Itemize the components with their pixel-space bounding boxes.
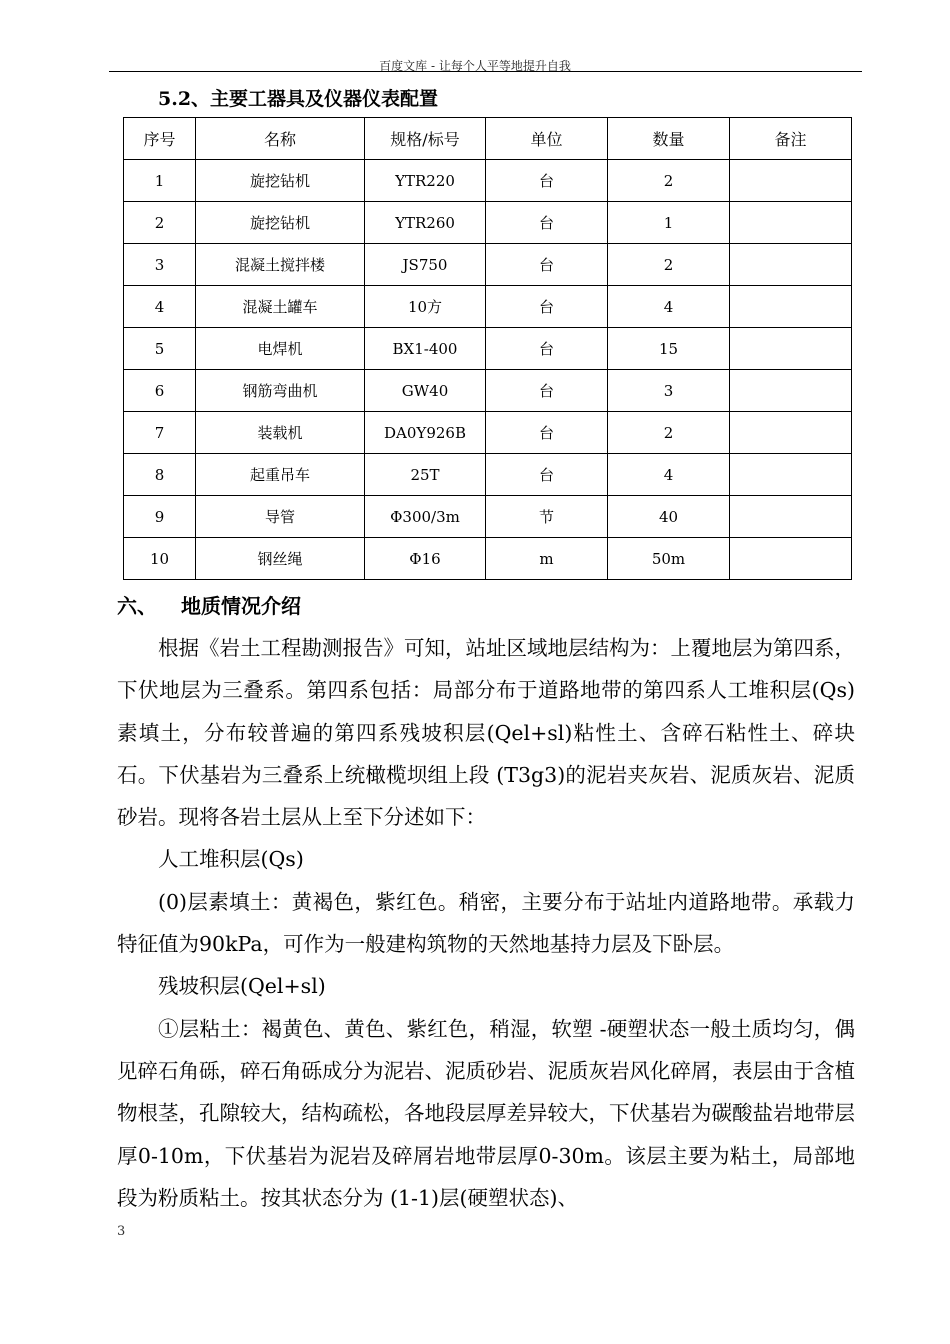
- cell-index: 10: [124, 538, 196, 580]
- cell-remarks: [730, 202, 852, 244]
- cell-index: 1: [124, 160, 196, 202]
- table-row: [124, 496, 852, 538]
- cell-index: 5: [124, 328, 196, 370]
- table-row: [124, 202, 852, 244]
- cell-unit: 台: [486, 328, 608, 370]
- col-header-name: 名称: [196, 118, 365, 160]
- col-header-unit: 单位: [486, 118, 608, 160]
- cell-unit: 台: [486, 202, 608, 244]
- cell-unit: 台: [486, 412, 608, 454]
- cell-unit: m: [486, 538, 608, 580]
- cell-remarks: [730, 412, 852, 454]
- paragraph-fill-layer: (0)层素填土：黄褐色，紫红色。稍密，主要分布于站址内道路地带。承载力特征值为90kPa，可作为一般建构筑物的天然地基持力层及下卧层。: [117, 889, 855, 957]
- cell-remarks: [730, 538, 852, 580]
- cell-name: 导管: [196, 496, 365, 538]
- chapter-heading: [117, 590, 301, 619]
- cell-unit: 台: [486, 244, 608, 286]
- cell-quantity: 50m: [608, 538, 730, 580]
- equipment-table: [123, 117, 852, 580]
- col-header-remarks: 备注: [730, 118, 852, 160]
- cell-remarks: [730, 496, 852, 538]
- cell-quantity: 4: [608, 286, 730, 328]
- col-header-quantity: 数量: [608, 118, 730, 160]
- cell-remarks: [730, 370, 852, 412]
- cell-spec: YTR260: [365, 202, 486, 244]
- page-number: 3: [117, 1224, 126, 1239]
- paragraph-intro: 根据《岩土工程勘测报告》可知，站址区域地层结构为：上覆地层为第四系，下伏地层为三叠系。第四系包括：局部分布于道路地带的第四系人工堆积层(Qs)素填土，分布较普遍的第四系残坡积层(Qel+sl)粘性土、含碎石粘性土、碎块石。下伏基岩为三叠系上统橄榄坝组上段 (T3g3)的泥岩夹灰岩、泥质灰岩、泥质砂岩。现将各岩土层从上至下分述如下：: [117, 636, 855, 830]
- cell-index: 8: [124, 454, 196, 496]
- cell-spec: BX1-400: [365, 328, 486, 370]
- cell-quantity: 1: [608, 202, 730, 244]
- table-header-row: [124, 118, 852, 160]
- cell-index: 7: [124, 412, 196, 454]
- cell-spec: Φ300/3m: [365, 496, 486, 538]
- cell-index: 6: [124, 370, 196, 412]
- cell-name: 混凝土罐车: [196, 286, 365, 328]
- cell-quantity: 2: [608, 160, 730, 202]
- cell-remarks: [730, 286, 852, 328]
- cell-quantity: 2: [608, 244, 730, 286]
- table-row: [124, 244, 852, 286]
- cell-spec: GW40: [365, 370, 486, 412]
- cell-spec: DA0Y926B: [365, 412, 486, 454]
- cell-name: 旋挖钻机: [196, 160, 365, 202]
- cell-spec: 10方: [365, 286, 486, 328]
- paragraph-clay-layer: ①层粘土：褐黄色、黄色、紫红色，稍湿，软塑 -硬塑状态一般土质均匀，偶见碎石角砾，碎石角砾成分为泥岩、泥质砂岩、泥质灰岩风化碎屑，表层由于含植物根茎，孔隙较大，结构疏松，各地段层厚差异较大，下伏基岩为碳酸盐岩地带层厚0-10m，下伏基岩为泥岩及碎屑岩地带层厚0-30m。该层主要为粘土，局部地段为粉质粘土。按其状态分为 (1-1)层(硬塑状态)、: [117, 1016, 855, 1210]
- cell-remarks: [730, 328, 852, 370]
- cell-spec: 25T: [365, 454, 486, 496]
- body-text: [117, 627, 855, 1219]
- cell-index: 9: [124, 496, 196, 538]
- chapter-number: 六、: [117, 594, 157, 618]
- cell-unit: 节: [486, 496, 608, 538]
- cell-index: 4: [124, 286, 196, 328]
- cell-name: 旋挖钻机: [196, 202, 365, 244]
- table-row: [124, 286, 852, 328]
- page-header: 百度文库 - 让每个人平等地提升自我: [379, 59, 571, 73]
- cell-name: 电焊机: [196, 328, 365, 370]
- table-row: [124, 370, 852, 412]
- cell-index: 3: [124, 244, 196, 286]
- cell-quantity: 40: [608, 496, 730, 538]
- cell-quantity: 2: [608, 412, 730, 454]
- chapter-title: 地质情况介绍: [181, 594, 301, 618]
- cell-spec: Φ16: [365, 538, 486, 580]
- cell-name: 起重吊车: [196, 454, 365, 496]
- cell-remarks: [730, 244, 852, 286]
- table-row: [124, 160, 852, 202]
- cell-spec: JS750: [365, 244, 486, 286]
- col-header-spec: 规格/标号: [365, 118, 486, 160]
- cell-name: 钢丝绳: [196, 538, 365, 580]
- paragraph-subheading-qs: 人工堆积层(Qs): [158, 847, 304, 872]
- cell-quantity: 4: [608, 454, 730, 496]
- table-row: [124, 538, 852, 580]
- col-header-index: 序号: [124, 118, 196, 160]
- cell-unit: 台: [486, 286, 608, 328]
- table-row: [124, 454, 852, 496]
- cell-unit: 台: [486, 454, 608, 496]
- cell-spec: YTR220: [365, 160, 486, 202]
- cell-quantity: 3: [608, 370, 730, 412]
- cell-remarks: [730, 160, 852, 202]
- table-row: [124, 412, 852, 454]
- cell-unit: 台: [486, 370, 608, 412]
- cell-unit: 台: [486, 160, 608, 202]
- table-row: [124, 328, 852, 370]
- cell-quantity: 15: [608, 328, 730, 370]
- cell-name: 混凝土搅拌楼: [196, 244, 365, 286]
- header-rule: [109, 71, 862, 72]
- section-title: 5.2、主要工器具及仪器仪表配置: [158, 88, 439, 110]
- cell-name: 钢筋弯曲机: [196, 370, 365, 412]
- cell-index: 2: [124, 202, 196, 244]
- paragraph-subheading-qel: 残坡积层(Qel+sl): [158, 974, 326, 999]
- cell-name: 装载机: [196, 412, 365, 454]
- cell-remarks: [730, 454, 852, 496]
